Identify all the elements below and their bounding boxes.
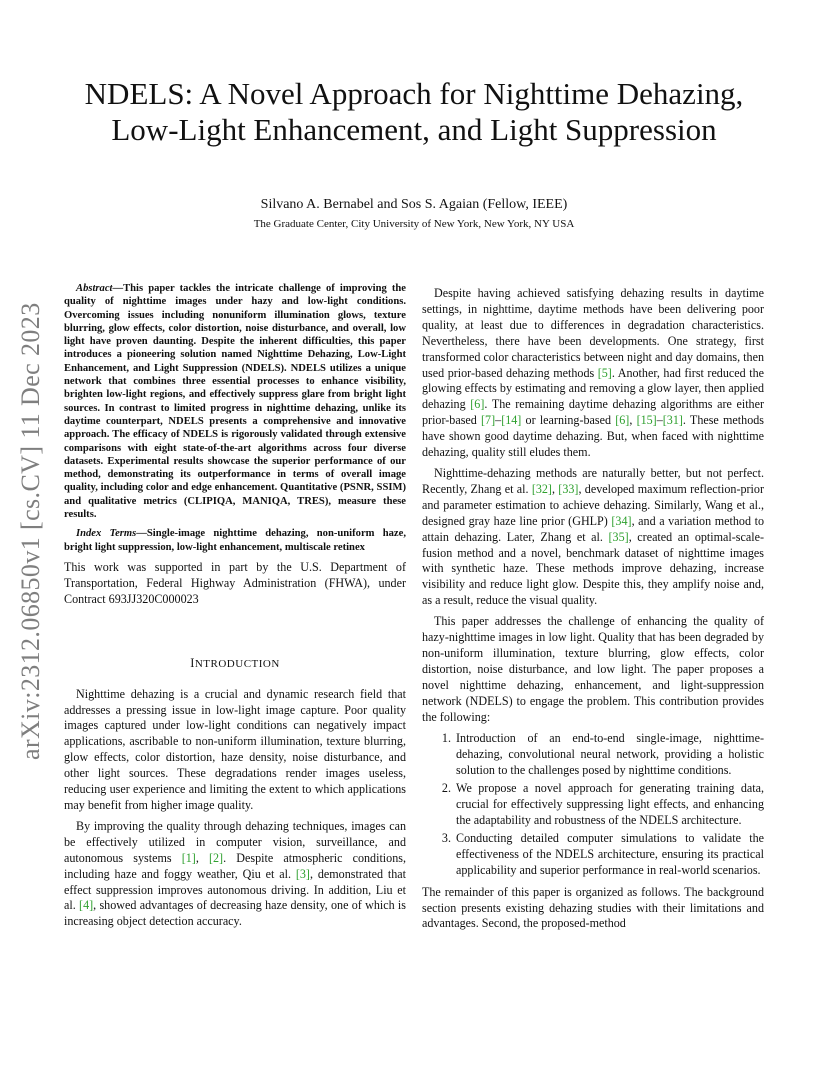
right-p1-text-c: . The remaining daytime dehazing algorithms are either prior-based (422, 397, 764, 428)
right-p1-dash: – (495, 413, 502, 428)
right-p2-text-b: , (551, 481, 559, 496)
intro-paragraph-2 (64, 819, 406, 930)
intro-p2-text-b: , (195, 850, 209, 865)
citation-link[interactable]: [5] (597, 365, 612, 380)
citation-link[interactable]: [35] (608, 529, 629, 544)
citation-link[interactable]: [6] (615, 413, 630, 428)
citation-link[interactable]: [34] (611, 513, 632, 528)
citation-link[interactable]: [4] (79, 898, 94, 913)
abstract (64, 282, 406, 521)
index-terms-dash: — (136, 528, 147, 540)
citation-link[interactable]: [33] (558, 481, 579, 496)
right-p1-text-h: . These methods have shown good daytime dehazing. But, when faced with nighttime dehazing, quality still eludes them. (422, 413, 764, 460)
contribution-item: 2. We propose a novel approach for generating training data, crucial for effectively suppressing light effects, and enhancing the adaptability and robustness of the NDELS architecture. (454, 781, 764, 829)
intro-p2-text-e: , showed advantages of decreasing haze density, one of which is increasing object detection accuracy. (64, 898, 406, 929)
left-column (64, 282, 406, 930)
citation-link[interactable]: [31] (662, 413, 683, 428)
right-p2-text-d: , and a variation method to attain dehazing. Later, Zhang et al. (422, 513, 764, 544)
right-paragraph-3: This paper addresses the challenge of enhancing the quality of hazy-nighttime images in low light. Quality that has been degraded by non-uniform illumination, texture blurring, glow effects, color distortion, noise disturbance, and low light. The paper proposes a novel nighttime dehazing, enhancement, and light-suppression network (NDELS) to engage the problem. This contribution provides the following: (422, 614, 764, 724)
right-p2-text-c: , developed maximum reflection-prior and parameter estimation to achieve dehazing. Similarly, Wang et al., designed gray haze line prior (GHLP) (422, 481, 764, 528)
index-terms-text: Single-image nighttime dehazing, non-uniform haze, bright light suppression, low-light enhancement, multiscale retinex (64, 528, 406, 553)
citation-link[interactable]: [6] (470, 397, 485, 412)
section-heading-introduction (64, 656, 406, 671)
right-p1-dash-2: – (656, 413, 663, 428)
arxiv-identifier[interactable]: arXiv:2312.06850v1 [cs.CV] 11 Dec 2023 (16, 302, 45, 760)
citation-link[interactable]: [3] (295, 866, 310, 881)
citation-link[interactable]: [1] (181, 850, 196, 865)
authors: Silvano A. Bernabel and Sos S. Agaian (Fellow, IEEE) (260, 197, 568, 212)
right-p2-text-a: Nighttime-dehazing methods are naturally better, but not perfect. Recently, Zhang et al. (422, 465, 764, 496)
citation-link[interactable]: [15] (636, 413, 657, 428)
section-heading-initial: I (190, 655, 195, 670)
right-p1-text-e: or learning-based (521, 413, 616, 428)
abstract-dash: — (112, 283, 124, 294)
paper-title: NDELS: A Novel Approach for Nighttime Dehazing, Low-Light Enhancement, and Light Suppression (84, 76, 744, 147)
right-p1-text-b: . Another, had first reduced the glowing effects by estimating and removing a glow layer, then applied dehazing (422, 365, 764, 412)
funding-note: This work was supported in part by the U.S. Department of Transportation, Federal Highway Administration (FHWA), under Contract 693JJ320C000023 (64, 559, 406, 606)
section-heading-rest: NTRODUCTION (194, 657, 280, 670)
citation-link[interactable]: [2] (208, 850, 224, 865)
citation-link[interactable]: [7] (481, 413, 496, 428)
contribution-item: 3. Conducting detailed computer simulations to validate the effectiveness of the NDELS architecture, ensuring its practical applicability and superior performance in real-world scenarios. (454, 831, 764, 879)
citation-link[interactable]: [32] (531, 481, 552, 496)
intro-paragraph-1: Nighttime dehazing is a crucial and dynamic research field that addresses a pressing issue in low-light image capture. Poor quality images captured under low-light conditions can negatively impact applications, ascribable to non-uniform illumination, texture blurring, glow effects, color distortion, haze density, noise disturbance, and other light sources. These degradations render images useless, reducing user experience and limiting the extent to which applications may benefit from higher image quality. (64, 686, 406, 812)
right-p1-text-a: Despite having achieved satisfying dehazing results in daytime settings, in nighttime, daytime methods have been delivering poor quality, at least due to differences in degradation characteristics. Nevertheless, there have been developments. One strategy, first transformed color characteristics between night and day domains, then used prior-based dehazing methods (422, 286, 764, 380)
right-paragraph-4: The remainder of this paper is organized as follows. The background section presents existing dehazing studies with their limitations and advantages. Second, the proposed-method (422, 884, 764, 931)
abstract-text: This paper tackles the intricate challenge of improving the quality of nighttime images under hazy and low-light conditions. Overcoming issues including nonuniform illumination glows, texture blurring, glow effects, color distortion, noise disturbance, and overall, low light have proven daunting. Despite the inherent difficulties, this paper introduces a pioneering solution named Nighttime Dehazing, Low-Light Enhancement, and Light Suppression (NDELS). NDELS utilizes a unique network that combines three essential processes to enhance visibility, brighten low-light regions, and effectively suppress glare from bright light sources. In contrast to limited progress in nighttime dehazing, unlike its daytime counterpart, NDELS presents a comprehensive and innovative approach. The efficacy of NDELS is rigorously validated through extensive comparisons with eight state-of-the-art algorithms across four diverse datasets. Experimental results showcase the superior performance of our method, demonstrating its outperformance in terms of overall image quality, including color and edge enhancement. Quantitative (PSNR, SSIM) and qualitative metrics (CLIPIQA, MANIQA, TRES), measure these results. (64, 283, 406, 521)
index-terms-label: Index Terms (76, 528, 137, 540)
index-terms (64, 527, 406, 554)
intro-p2-text-c: . Despite atmospheric conditions, including haze and foggy weather, Qiu et al. (64, 850, 406, 881)
abstract-label: Abstract (76, 283, 113, 294)
citation-link[interactable]: [14] (501, 413, 522, 428)
contribution-item: 1. Introduction of an end-to-end single-image, nighttime-dehazing, convolutional neural network, providing a holistic solution to the challenges posed by nighttime conditions. (454, 731, 764, 779)
right-paragraph-2 (422, 466, 764, 609)
affiliation: The Graduate Center, City University of New York, New York, NY USA (253, 218, 575, 230)
right-paragraph-1 (422, 286, 764, 461)
right-p2-text-e: , created an optimal-scale-fusion method and a novel, benchmark dataset of nighttime images with synthetic haze. These methods improve dehazing, increase visibility and reduce light glow. Despite this, they amplify noise and, as a result, reduce the visual quality. (422, 529, 764, 608)
intro-p2-text-d: , demonstrated that effect suppression improves autonomous driving. In addition, Liu et al. (64, 866, 406, 913)
intro-p2-text-a: By improving the quality through dehazing techniques, images can be effectively utilized in computer vision, surveillance, and autonomous systems (64, 818, 406, 865)
right-column (422, 286, 764, 932)
right-p1-text-f: , (629, 413, 637, 428)
contribution-list (422, 731, 764, 878)
